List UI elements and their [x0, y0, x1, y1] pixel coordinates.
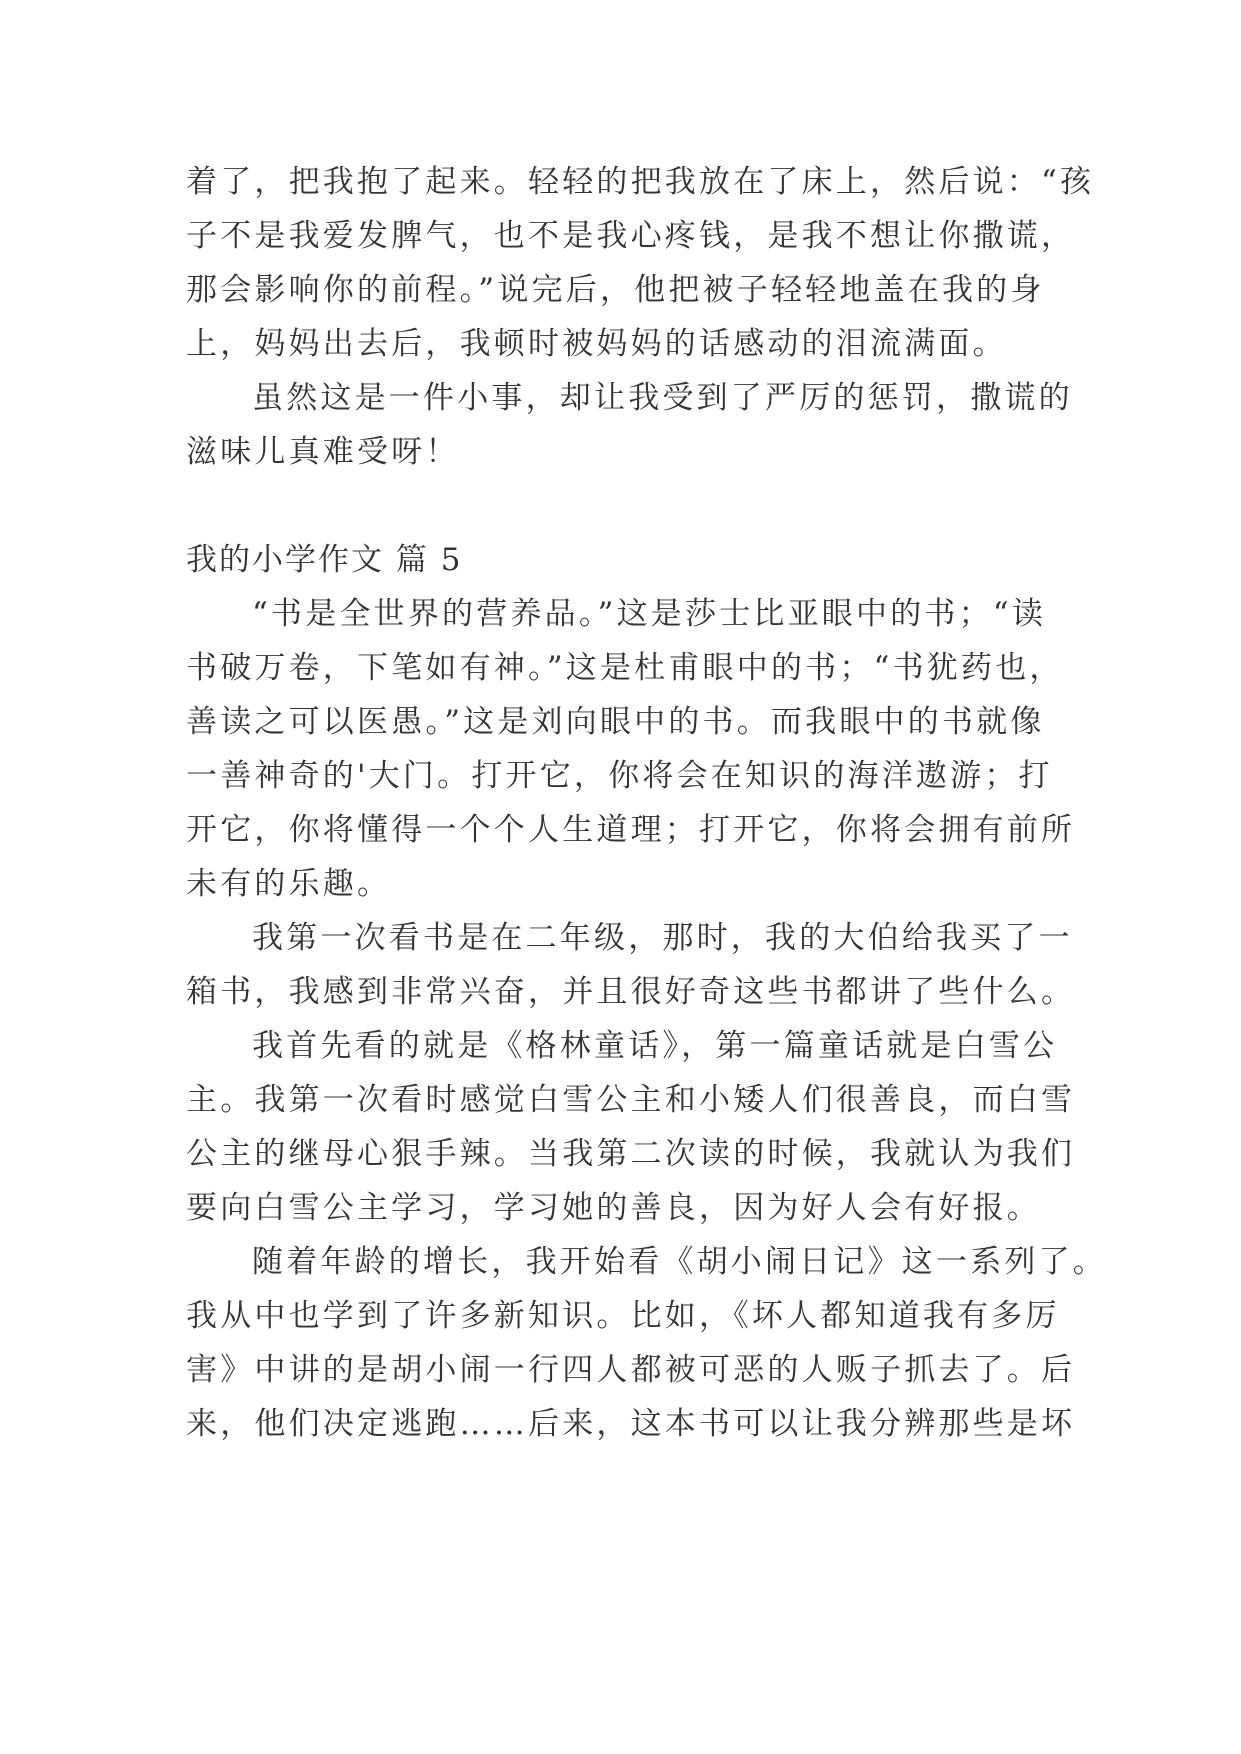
- text-line: 开它，你将懂得一个个人生道理；打开它，你将会拥有前所: [186, 812, 1076, 848]
- text-line: 虽然这是一件小事，却让我受到了严厉的惩罚，撒谎的: [252, 380, 1073, 416]
- text-line: 公主的继母心狠手辣。当我第二次读的时候，我就认为我们: [186, 1136, 1076, 1172]
- text-line: 主。我第一次看时感觉白雪公主和小矮人们很善良，而白雪: [186, 1082, 1076, 1118]
- text-line: 善读之可以医愚。”这是刘向眼中的书。而我眼中的书就像: [186, 704, 1045, 740]
- text-line: 我首先看的就是《格林童话》，第一篇童话就是白雪公: [252, 1028, 1058, 1064]
- text-line: 上，妈妈出去后，我顿时被妈妈的话感动的泪流满面。: [186, 326, 1007, 362]
- text-line: 滋味儿真难受呀！: [186, 434, 460, 470]
- text-line: 来，他们决定逃跑……后来，这本书可以让我分辨那些是坏: [186, 1406, 1076, 1442]
- text-line: 子不是我爱发脾气，也不是我心疼钱，是我不想让你撒谎，: [186, 218, 1076, 254]
- text-line: 着了，把我抱了起来。轻轻的把我放在了床上，然后说：“孩: [186, 164, 1095, 200]
- section-heading: 我的小学作文 篇 5: [186, 542, 463, 578]
- text-line: 要向白雪公主学习，学习她的善良，因为好人会有好报。: [186, 1190, 1041, 1226]
- text-line: 箱书，我感到非常兴奋，并且很好奇这些书都讲了些什么。: [186, 974, 1076, 1010]
- text-line: 未有的乐趣。: [186, 866, 392, 902]
- text-line: 随着年龄的增长，我开始看《胡小闹日记》这一系列了。: [252, 1244, 1107, 1280]
- text-line: 书破万卷，下笔如有神。”这是杜甫眼中的书；“书犹药也，: [186, 650, 1064, 686]
- text-line: 我从中也学到了许多新知识。比如，《坏人都知道我有多厉: [186, 1298, 1060, 1334]
- text-line: “书是全世界的营养品。”这是莎士比亚眼中的书；“读: [252, 596, 1047, 632]
- text-line: 那会影响你的前程。”说完后，他把被子轻轻地盖在我的身: [186, 272, 1045, 308]
- text-line: 害》中讲的是胡小闹一行四人都被可恶的人贩子抓去了。后: [186, 1352, 1076, 1388]
- text-line: 我第一次看书是在二年级，那时，我的大伯给我买了一: [252, 920, 1073, 956]
- text-line: 一善神奇的'大门。打开它，你将会在知识的海洋遨游；打: [186, 758, 1053, 794]
